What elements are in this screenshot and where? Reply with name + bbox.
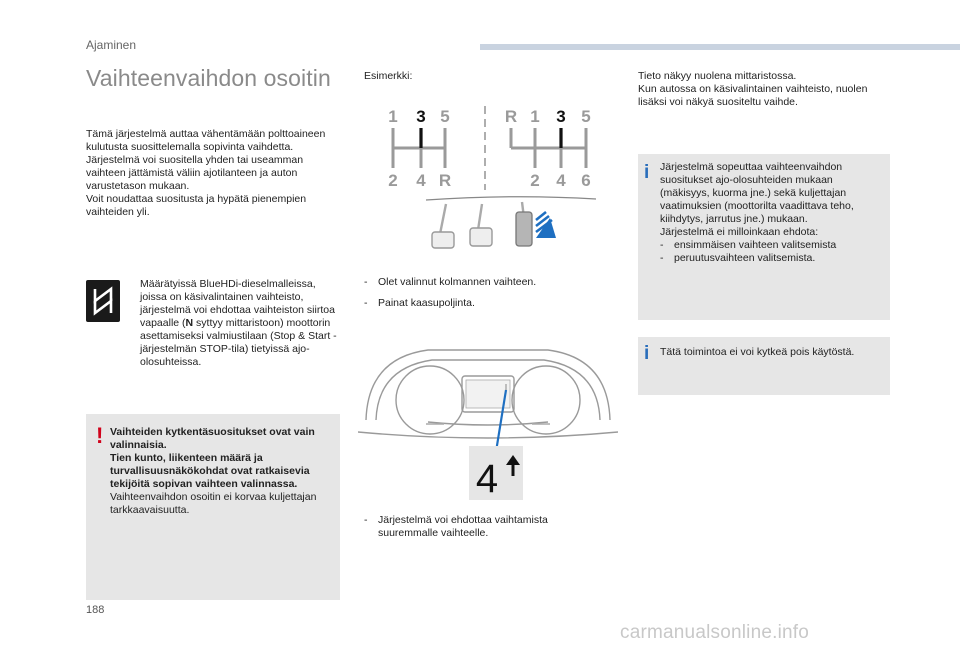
bullet-text: Järjestelmä voi ehdottaa vaihtamista suuremmalle vaihteelle. xyxy=(378,514,548,539)
gate6-top-5: 5 xyxy=(581,107,591,126)
warning-icon: ! xyxy=(96,423,104,448)
gear-indicator-display xyxy=(469,446,523,500)
info-list-item xyxy=(660,239,885,252)
page-number: 188 xyxy=(86,604,105,616)
intro-line: Voit noudattaa suositusta ja hypätä pienempien vaihteiden yli. xyxy=(86,193,307,218)
example-label: Esimerkki: xyxy=(364,70,413,82)
right-intro-line: Tieto näkyy nuolena mittaristossa. xyxy=(638,70,797,82)
gate5-bottom-4: 4 xyxy=(416,171,426,190)
intro-text xyxy=(86,128,338,219)
gearbox-6-speed xyxy=(505,107,591,190)
warning-text xyxy=(110,426,332,517)
bluehdi-text xyxy=(140,278,340,369)
watermark: carmanualsonline.info xyxy=(620,622,810,643)
gate6-top-r: R xyxy=(504,107,518,126)
gate6-top-1: 1 xyxy=(530,107,540,126)
page-title: Vaihteenvaihdon osoitin xyxy=(86,65,331,91)
bullet-dash: - xyxy=(364,276,368,288)
header-bar xyxy=(480,44,960,50)
bluehdi-text-after: syttyy mittaristoon) moottorin asettamiseksi valmiustilaan (Stop & Start -järjestelmän STOP-tila) tietyissä ajo-olosuhteissa. xyxy=(140,317,337,368)
intro-line: Järjestelmä voi suositella yhden tai useamman vaihteen jättämistä väliin ajotilanteen ja auton varustetason mukaan. xyxy=(86,154,304,192)
gate6-bottom-2: 2 xyxy=(530,171,540,190)
info-box-text xyxy=(660,161,885,265)
warning-bold-line: Tien kunto, liikenteen määrä ja turvallisuusnäkökohdat ovat ratkaisevia tekijöitä sopivan vaihteen valinnassa. xyxy=(110,452,310,490)
bluehdi-n: N xyxy=(185,317,194,329)
gear-up-arrow-icon xyxy=(469,446,523,500)
gate5-top-5: 5 xyxy=(440,107,450,126)
gate5-bottom-2: 2 xyxy=(388,171,398,190)
bullet-text: Olet valinnut kolmannen vaihteen. xyxy=(378,276,537,288)
warning-normal-line: Vaihteenvaihdon osoitin ei korvaa kuljettajan tarkkaavaisuutta. xyxy=(110,491,317,516)
bluehdi-text-before: Määrätyissä BlueHDi-dieselmalleissa, joissa on käsivalintainen vaihteisto, järjestelmä voi ehdottaa vaihteiston siirtoa vapaalle ( xyxy=(140,278,335,329)
gear-pattern-diagram xyxy=(364,100,624,250)
warning-bold-line: Vaihteiden kytkentäsuositukset ovat vain valinnaisia. xyxy=(110,426,315,451)
gate5-bottom-r: R xyxy=(438,171,452,190)
bullet-dash: - xyxy=(364,297,368,309)
gate5-top-3: 3 xyxy=(416,107,426,126)
intro-line: Tämä järjestelmä auttaa vähentämään polttoaineen kulutusta suosittelemalla sopivinta vaihdetta. xyxy=(86,128,326,153)
list-text: peruutusvaihteen valitsemista. xyxy=(674,252,816,264)
suggested-gear: 4 xyxy=(475,457,499,500)
info-paragraph: Järjestelmä sopeuttaa vaihteenvaihdon suositukset ajo-olosuhteiden mukaan (mäkisyys, kuorma jne.) sekä kuljettajan vaatimuksien (moottorilta vaadittava teho, kiihdytys, jarrutus jne.) mukaan. xyxy=(660,161,854,225)
info-icon: i xyxy=(644,162,650,183)
right-intro xyxy=(638,70,898,109)
bullet-item xyxy=(364,276,604,289)
bullet-dash: - xyxy=(364,514,368,526)
bullet-text: Painat kaasupoljinta. xyxy=(378,297,475,309)
gate6-top-3: 3 xyxy=(556,107,566,126)
info-icon: i xyxy=(644,343,650,364)
gate6-bottom-6: 6 xyxy=(581,171,591,190)
info-list-item xyxy=(660,252,885,265)
list-text: ensimmäisen vaihteen valitsemista xyxy=(674,239,837,251)
list-dash: - xyxy=(660,239,664,251)
gate5-top-1: 1 xyxy=(388,107,398,126)
neutral-indicator-icon xyxy=(86,280,120,322)
section-label: Ajaminen xyxy=(86,38,137,52)
list-dash: - xyxy=(660,252,664,264)
info-paragraph: Järjestelmä ei milloinkaan ehdota: xyxy=(660,226,819,238)
gate6-bottom-4: 4 xyxy=(556,171,566,190)
neutral-n-symbol xyxy=(86,280,120,322)
pedals-illustration xyxy=(426,197,596,248)
gearbox-5-speed xyxy=(388,107,451,190)
bullet-item xyxy=(364,297,604,310)
info-box-text: Tätä toimintoa ei voi kytkeä pois käytöstä. xyxy=(660,346,855,358)
right-intro-line: Kun autossa on käsivalintainen vaihteisto, nuolen lisäksi voi näkyä suositeltu vaihde. xyxy=(638,83,868,108)
bullet-item xyxy=(364,514,604,540)
